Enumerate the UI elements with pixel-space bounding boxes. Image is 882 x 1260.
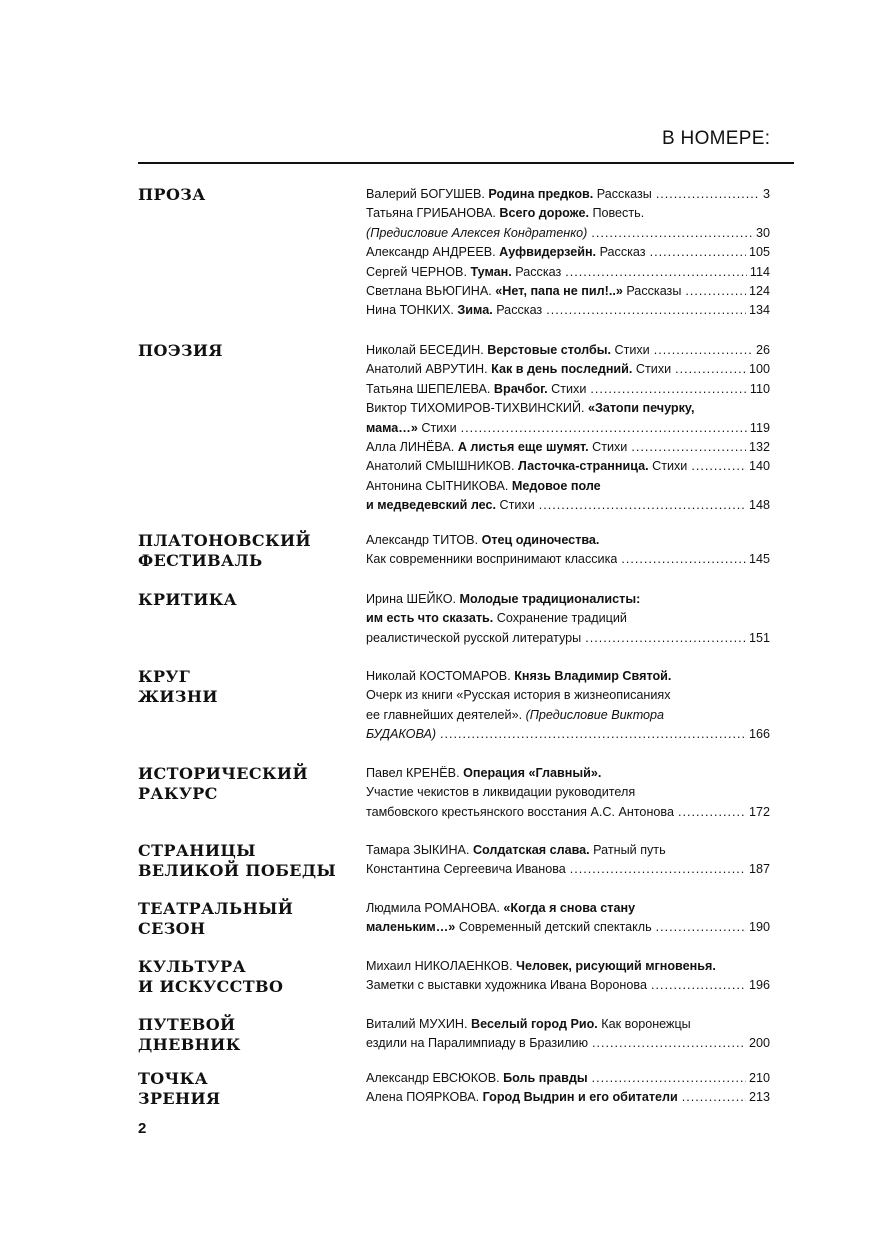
entry-page-number: 166 — [748, 727, 770, 742]
entry-author: Виктор ТИХОМИРОВ-ТИХВИНСКИЙ. — [366, 401, 585, 416]
entry-description: Стихи — [499, 498, 535, 513]
entry-page-number: 190 — [748, 920, 770, 935]
entry-title: Операция «Главный». — [463, 766, 602, 780]
entry-line — [366, 957, 770, 976]
entry-title: Родина предков. — [488, 187, 594, 201]
entry-author: Ирина ШЕЙКО. — [366, 592, 457, 606]
entry-author: Александр ЕВСЮКОВ. — [366, 1071, 500, 1085]
page-number: 2 — [138, 1120, 147, 1137]
dot-leader — [675, 360, 746, 379]
entry-text — [366, 590, 640, 609]
entry-text — [366, 725, 436, 744]
entry-description: Рассказы — [596, 187, 652, 201]
entry-text — [366, 976, 647, 995]
entry-author: Александр АНДРЕЕВ. — [366, 245, 496, 260]
entry-text — [366, 629, 581, 648]
entry-title: Веселый город Рио. — [471, 1017, 598, 1031]
entry-text — [366, 1034, 588, 1053]
entry-author: Валерий БОГУШЕВ. — [366, 187, 485, 201]
heading-rule — [138, 162, 794, 164]
section-entries — [366, 841, 770, 880]
entry-description: Стихи — [614, 343, 650, 357]
entry-text — [366, 783, 635, 802]
entry-title: Боль правды — [503, 1071, 588, 1085]
section-title: КРУГ ЖИЗНИ — [138, 667, 218, 706]
contents-entry[interactable] — [366, 899, 770, 938]
entry-line — [366, 1034, 770, 1053]
dot-leader — [654, 341, 753, 360]
entry-line — [366, 841, 770, 860]
entry-author: Павел КРЕНЁВ. — [366, 766, 460, 780]
entry-description: ее главнейших деятелей». — [366, 707, 523, 722]
entry-text — [366, 686, 671, 705]
entry-page-number: 26 — [755, 343, 770, 357]
entry-page-number: 200 — [748, 1036, 770, 1051]
dot-leader — [591, 224, 753, 243]
contents-entry[interactable] — [366, 243, 770, 262]
contents-entry[interactable] — [366, 1015, 770, 1054]
entry-author: Людмила РОМАНОВА. — [366, 901, 500, 915]
entry-author: Алена ПОЯРКОВА. — [366, 1090, 480, 1105]
entry-author: Анатолий СМЫШНИКОВ. — [366, 459, 515, 474]
section-entries — [366, 341, 770, 516]
entry-line — [366, 783, 770, 802]
entry-text — [366, 496, 535, 515]
entry-description: реалистической русской литературы — [366, 630, 582, 645]
dot-leader — [621, 550, 746, 569]
entry-title: Ласточка-странница. — [518, 459, 649, 474]
entry-text — [366, 224, 587, 243]
entry-text — [366, 1088, 678, 1107]
entry-text — [366, 419, 457, 438]
entry-title: Солдатская слава. — [472, 843, 590, 857]
entry-line — [366, 301, 770, 320]
entry-line — [366, 803, 770, 822]
entry-line — [366, 1088, 770, 1107]
entry-description: Сохранение традиций — [496, 611, 627, 626]
entry-page-number: 114 — [749, 264, 770, 279]
entry-title: и медведевский лес. — [366, 498, 497, 513]
entry-author: Виталий МУХИН. — [366, 1017, 468, 1031]
entry-text — [366, 438, 627, 457]
entry-line — [366, 282, 770, 301]
entry-text — [366, 550, 617, 569]
section-entries — [366, 531, 770, 570]
entry-text — [366, 531, 599, 550]
entry-title: Медовое поле — [511, 478, 601, 493]
entry-text — [366, 803, 674, 822]
entry-title: Туман. — [470, 264, 512, 279]
entry-line — [366, 419, 770, 438]
section-title: ПУТЕВОЙ ДНЕВНИК — [138, 1015, 241, 1054]
contents-entry[interactable] — [366, 764, 770, 822]
entry-line — [366, 609, 770, 628]
entry-title: Всего дороже. — [499, 206, 589, 221]
dot-leader — [590, 380, 747, 399]
contents-entry[interactable] — [366, 380, 770, 399]
entry-author: Тамара ЗЫКИНА. — [366, 843, 470, 857]
section-title: ПЛАТОНОВСКИЙ ФЕСТИВАЛЬ — [138, 531, 312, 570]
section-entries — [366, 1015, 770, 1054]
dot-leader — [691, 457, 746, 476]
entry-title: Верстовые столбы. — [487, 343, 611, 357]
dot-leader — [650, 243, 746, 262]
entry-line — [366, 457, 770, 476]
entry-line — [366, 185, 770, 204]
entry-title: Врачбог. — [493, 381, 548, 396]
entry-line — [366, 360, 770, 379]
dot-leader — [656, 918, 746, 937]
entry-title: Ауфвидерзейн. — [499, 245, 597, 260]
section-entries — [366, 764, 770, 822]
entry-page-number: 132 — [748, 439, 770, 454]
section-title: ТЕАТРАЛЬНЫЙ СЕЗОН — [138, 899, 294, 938]
entry-text — [366, 957, 716, 976]
entry-description: Как современники воспринимают классика — [366, 552, 618, 567]
section-title: ИСТОРИЧЕСКИЙ РАКУРС — [138, 764, 308, 803]
entry-line — [366, 1069, 770, 1088]
entry-description: Константина Сергеевича Иванова — [366, 862, 566, 877]
entry-description: Очерк из книги «Русская история в жизнеописаниях — [366, 688, 671, 703]
entry-page-number: 148 — [748, 498, 770, 513]
entry-page-number: 3 — [762, 187, 770, 201]
section-title: ПОЭЗИЯ — [138, 341, 223, 360]
contents-entry[interactable] — [366, 667, 770, 745]
entry-author: Николай БЕСЕДИН. — [366, 343, 484, 357]
entry-text — [366, 1069, 588, 1088]
entry-text — [366, 204, 644, 223]
entry-line — [366, 550, 770, 569]
contents-entry[interactable] — [366, 477, 770, 516]
dot-leader — [440, 725, 746, 744]
entry-description: Рассказ — [515, 264, 562, 279]
entry-title: Город Выдрин и его обитатели — [482, 1090, 678, 1105]
entry-line — [366, 667, 770, 686]
dot-leader — [592, 1034, 746, 1053]
entry-title: Как в день последний. — [491, 362, 633, 377]
entry-line — [366, 899, 770, 918]
entry-line — [366, 976, 770, 995]
contents-entry[interactable] — [366, 1069, 770, 1088]
dot-leader — [546, 301, 746, 320]
dot-leader — [592, 1069, 746, 1088]
dot-leader — [678, 803, 746, 822]
entry-author: Анатолий АВРУТИН. — [366, 362, 488, 377]
contents-entry[interactable] — [366, 1088, 770, 1107]
dot-leader — [570, 860, 746, 879]
section-title: КРИТИКА — [138, 590, 238, 609]
entry-description: Рассказ — [496, 303, 543, 318]
contents-entry[interactable] — [366, 282, 770, 301]
entry-title: Зима. — [457, 303, 493, 318]
entry-line — [366, 1015, 770, 1034]
entry-line — [366, 380, 770, 399]
contents-entry[interactable] — [366, 841, 770, 880]
entry-description: Заметки с выставки художника Ивана Воронова — [366, 978, 647, 993]
entry-title: А листья еще шумят. — [457, 439, 589, 454]
entry-text — [366, 667, 671, 686]
entry-page-number: 134 — [748, 303, 770, 318]
entry-title: мама…» — [366, 420, 418, 435]
contents-entry[interactable] — [366, 301, 770, 320]
entry-page-number: 105 — [748, 245, 770, 260]
contents-entry[interactable] — [366, 341, 770, 360]
entry-line — [366, 224, 770, 243]
dot-leader — [631, 438, 746, 457]
entry-page-number: 151 — [748, 630, 770, 645]
contents-entry[interactable] — [366, 185, 770, 204]
entry-description: Стихи — [652, 459, 688, 474]
entry-author: Николай КОСТОМАРОВ. — [366, 669, 511, 683]
section-title: ТОЧКА ЗРЕНИЯ — [138, 1069, 221, 1108]
entry-line — [366, 204, 770, 223]
entry-line — [366, 725, 770, 744]
dot-leader — [651, 976, 746, 995]
dot-leader — [539, 496, 746, 515]
entry-text — [366, 706, 664, 725]
entry-line — [366, 399, 770, 418]
entry-description: Как воронежцы — [601, 1017, 691, 1031]
entry-text — [366, 341, 650, 360]
dot-leader — [685, 282, 746, 301]
section-entries — [366, 590, 770, 648]
dot-leader — [656, 185, 760, 204]
entry-text — [366, 282, 681, 301]
entry-text — [366, 243, 646, 262]
entry-title: им есть что сказать. — [366, 611, 494, 626]
entry-text — [366, 301, 542, 320]
entry-line — [366, 496, 770, 515]
entry-text — [366, 1015, 691, 1034]
section-title: КУЛЬТУРА И ИСКУССТВО — [138, 957, 284, 996]
entry-author: Сергей ЧЕРНОВ. — [366, 264, 467, 279]
entry-title: Человек, рисующий мгновенья. — [516, 959, 716, 973]
entry-text — [366, 918, 652, 937]
entry-description: Участие чекистов в ликвидации руководителя — [366, 785, 636, 800]
entry-description: Ратный путь — [593, 843, 666, 857]
contents-entry[interactable] — [366, 457, 770, 476]
entry-page-number: 30 — [755, 225, 770, 240]
entry-line — [366, 686, 770, 705]
entry-page-number: 124 — [748, 283, 770, 298]
entry-text — [366, 764, 601, 783]
entry-text — [366, 380, 586, 399]
entry-text — [366, 185, 652, 204]
entry-text — [366, 477, 601, 496]
entry-line — [366, 477, 770, 496]
section-entries — [366, 185, 770, 321]
section-entries — [366, 899, 770, 938]
section-entries — [366, 1069, 770, 1108]
contents-entry[interactable] — [366, 531, 770, 570]
entry-description: Стихи — [635, 362, 672, 377]
section-entries — [366, 667, 770, 745]
entry-description: Рассказ — [599, 245, 646, 260]
entry-title: «Когда я снова стану — [503, 901, 636, 915]
contents-entry[interactable] — [366, 263, 770, 282]
entry-page-number: 187 — [748, 862, 770, 877]
dot-leader — [585, 629, 746, 648]
entry-description: Стихи — [421, 420, 457, 435]
entry-line — [366, 590, 770, 609]
entry-description: Повесть. — [592, 206, 645, 221]
contents-entry[interactable] — [366, 957, 770, 996]
entry-author: Нина ТОНКИХ. — [366, 303, 454, 318]
entry-text — [366, 263, 561, 282]
contents-entry[interactable] — [366, 399, 770, 438]
section-title: ПРОЗА — [138, 185, 206, 204]
contents-heading: В НОМЕРЕ: — [662, 128, 771, 149]
entry-title: Отец одиночества. — [481, 533, 600, 547]
entry-description: Стихи — [592, 439, 628, 454]
entry-line — [366, 531, 770, 550]
entry-description: Стихи — [551, 381, 587, 396]
entry-text — [366, 899, 635, 918]
entry-page-number: 172 — [748, 804, 770, 819]
entry-line — [366, 438, 770, 457]
contents-entry[interactable] — [366, 204, 770, 243]
dot-leader — [682, 1088, 746, 1107]
entry-text — [366, 860, 566, 879]
entry-text — [366, 841, 666, 860]
entry-description: тамбовского крестьянского восстания А.С. Антонова — [366, 804, 674, 819]
entry-text — [366, 399, 694, 418]
entry-line — [366, 706, 770, 725]
entry-author: Алла ЛИНЁВА. — [366, 439, 455, 454]
dot-leader — [461, 419, 747, 438]
entry-page-number: 145 — [748, 552, 770, 567]
entry-note: БУДАКОВА) — [366, 727, 437, 742]
entry-line — [366, 764, 770, 783]
entry-author: Татьяна ШЕПЕЛЕВА. — [366, 381, 491, 396]
entry-line — [366, 918, 770, 937]
entry-title: Князь Владимир Святой. — [514, 669, 672, 683]
entry-description: Современный детский спектакль — [458, 920, 652, 935]
entry-author: Светлана ВЬЮГИНА. — [366, 283, 492, 298]
entry-title: маленьким…» — [366, 920, 456, 935]
entry-line — [366, 860, 770, 879]
entry-author: Антонина СЫТНИКОВА. — [366, 478, 509, 493]
entry-title: «Затопи печурку, — [588, 401, 695, 416]
contents-entry[interactable] — [366, 438, 770, 457]
entry-text — [366, 609, 627, 628]
entry-description: ездили на Паралимпиаду в Бразилию — [366, 1036, 589, 1051]
entry-text — [366, 360, 671, 379]
entry-note: (Предисловие Виктора — [525, 707, 665, 722]
entry-note: (Предисловие Алексея Кондратенко) — [366, 225, 588, 240]
entry-author: Михаил НИКОЛАЕНКОВ. — [366, 959, 513, 973]
contents-entry[interactable] — [366, 360, 770, 379]
contents-entry[interactable] — [366, 590, 770, 648]
entry-page-number: 100 — [748, 362, 770, 377]
entry-author: Татьяна ГРИБАНОВА. — [366, 206, 496, 221]
entry-page-number: 210 — [748, 1071, 770, 1085]
entry-line — [366, 341, 770, 360]
entry-title: «Нет, папа не пил!..» — [495, 283, 623, 298]
section-title: СТРАНИЦЫ ВЕЛИКОЙ ПОБЕДЫ — [138, 841, 337, 880]
entry-title: Молодые традиционалисты: — [459, 592, 641, 606]
entry-page-number: 140 — [748, 459, 770, 474]
dot-leader — [565, 263, 747, 282]
entry-page-number: 196 — [748, 978, 770, 993]
entry-line — [366, 629, 770, 648]
entry-line — [366, 263, 770, 282]
entry-author: Александр ТИТОВ. — [366, 533, 479, 547]
entry-page-number: 213 — [748, 1090, 770, 1105]
entry-description: Рассказы — [626, 283, 682, 298]
entry-page-number: 119 — [749, 420, 770, 435]
entry-page-number: 110 — [749, 381, 770, 396]
section-entries — [366, 957, 770, 996]
entry-text — [366, 457, 687, 476]
entry-line — [366, 243, 770, 262]
